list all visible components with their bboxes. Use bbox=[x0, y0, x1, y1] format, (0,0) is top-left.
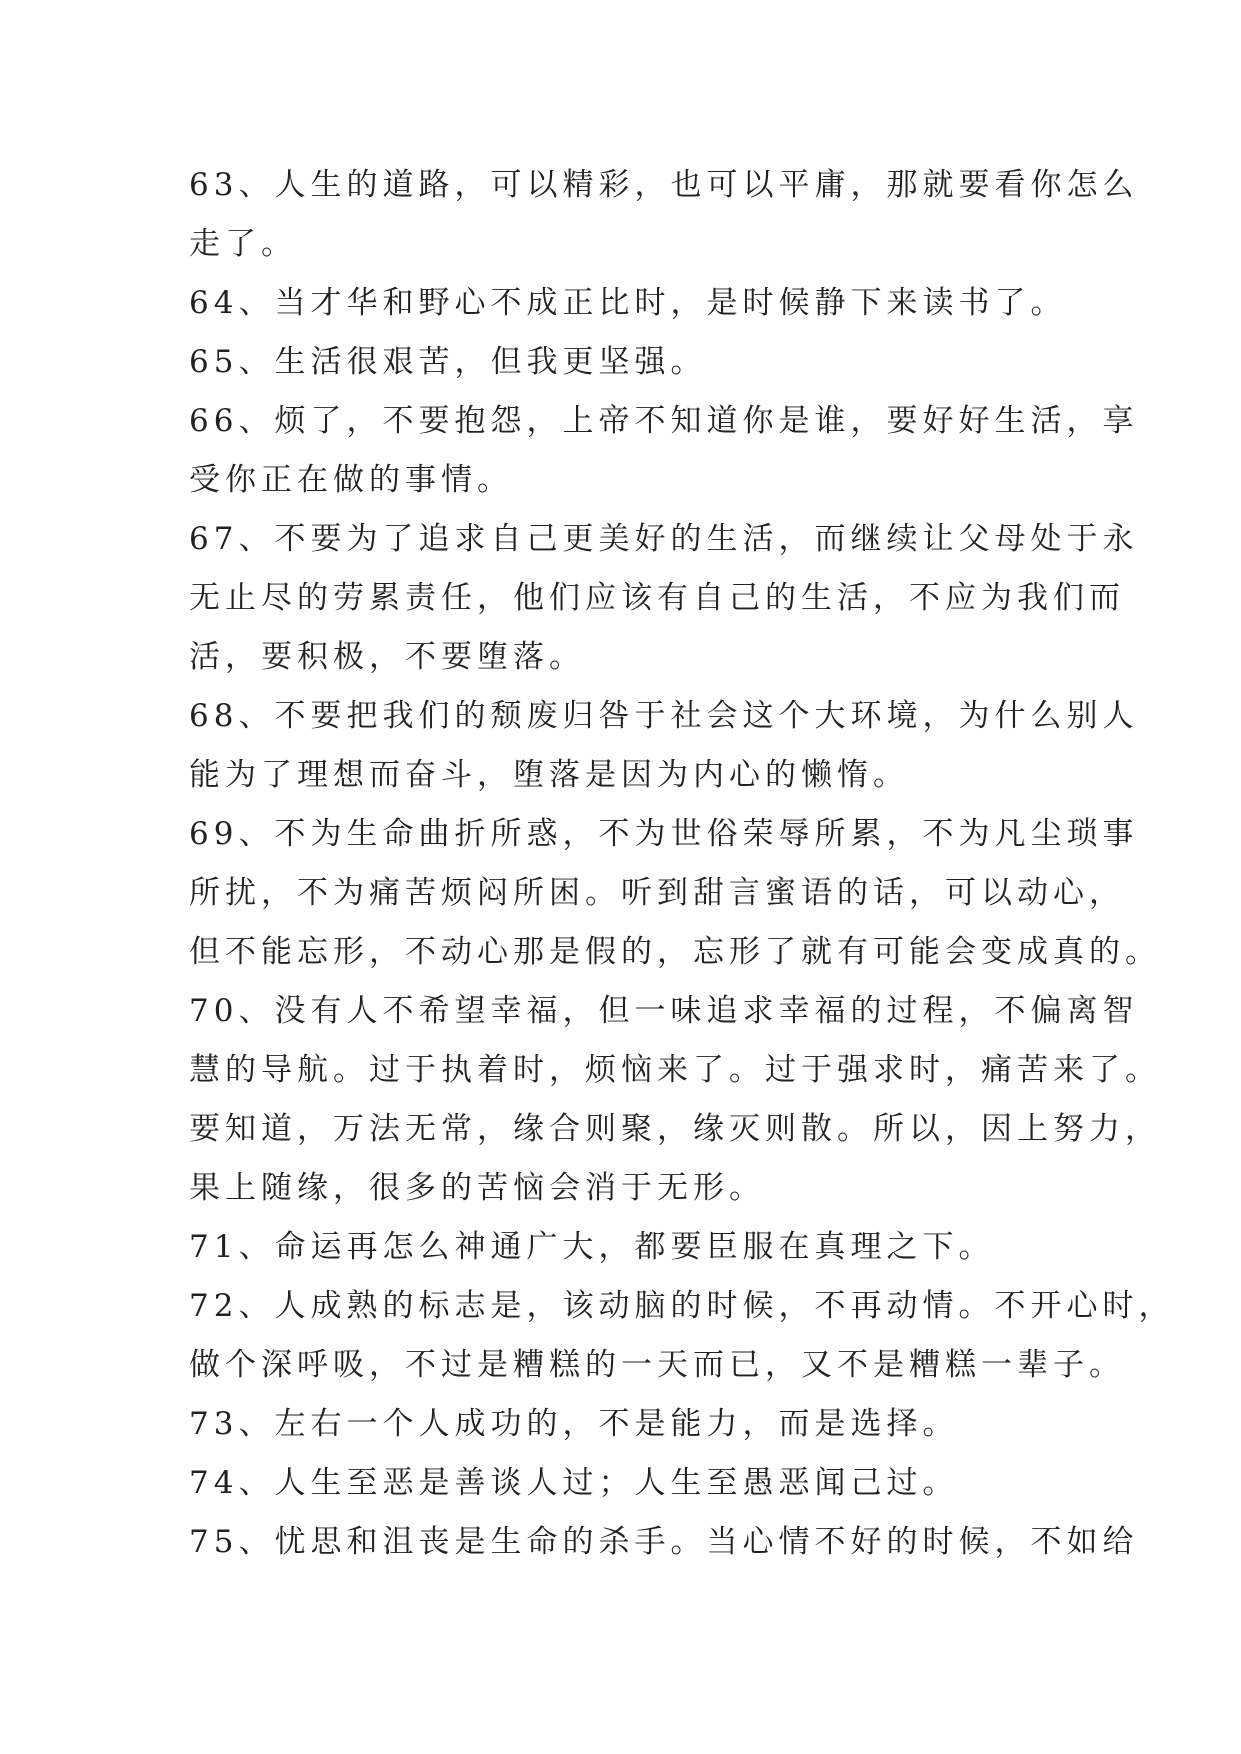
text-line: 65、生活很艰苦，但我更坚强。 bbox=[189, 344, 707, 380]
text-line: 能为了理想而奋斗，堕落是因为内心的懒惰。 bbox=[189, 757, 909, 793]
paragraph-64 bbox=[189, 274, 1069, 333]
text-line: 69、不为生命曲折所惑，不为世俗荣辱所累，不为凡尘琐事 bbox=[189, 816, 1139, 852]
text-line: 72、人成熟的标志是，该动脑的时候，不再动情。不开心时， bbox=[189, 1288, 1175, 1324]
text-line: 73、左右一个人成功的，不是能力，而是选择。 bbox=[189, 1406, 959, 1442]
text-line: 67、不要为了追求自己更美好的生活，而继续让父母处于永 bbox=[189, 521, 1139, 557]
text-line: 活，要积极，不要堕落。 bbox=[189, 639, 585, 675]
text-line: 要知道，万法无常，缘合则聚，缘灭则散。所以，因上努力， bbox=[189, 1111, 1161, 1147]
paragraph-71 bbox=[189, 1218, 1069, 1277]
paragraph-73 bbox=[189, 1395, 1069, 1454]
text-line: 63、人生的道路，可以精彩，也可以平庸，那就要看你怎么 bbox=[189, 167, 1139, 203]
text-line: 75、忧思和沮丧是生命的杀手。当心情不好的时候，不如给 bbox=[189, 1524, 1139, 1560]
paragraph-70 bbox=[189, 982, 1161, 1218]
text-line: 71、命运再怎么神通广大，都要臣服在真理之下。 bbox=[189, 1229, 995, 1265]
document-body bbox=[189, 156, 1175, 1572]
paragraph-74 bbox=[189, 1454, 1069, 1513]
paragraph-75 bbox=[189, 1513, 1139, 1572]
text-line: 所扰，不为痛苦烦闷所困。听到甜言蜜语的话，可以动心， bbox=[189, 875, 1125, 911]
paragraph-72 bbox=[189, 1277, 1175, 1395]
text-line: 果上随缘，很多的苦恼会消于无形。 bbox=[189, 1170, 765, 1206]
text-line: 68、不要把我们的颓废归咎于社会这个大环境，为什么别人 bbox=[189, 698, 1139, 734]
paragraph-67 bbox=[189, 510, 1139, 687]
text-line: 做个深呼吸，不过是糟糕的一天而已，又不是糟糕一辈子。 bbox=[189, 1347, 1125, 1383]
text-line: 无止尽的劳累责任，他们应该有自己的生活，不应为我们而 bbox=[189, 580, 1125, 616]
text-line: 74、人生至恶是善谈人过；人生至愚恶闻己过。 bbox=[189, 1465, 959, 1501]
text-line: 走了。 bbox=[189, 226, 297, 262]
text-line: 66、烦了，不要抱怨，上帝不知道你是谁，要好好生活，享 bbox=[189, 403, 1139, 439]
paragraph-65 bbox=[189, 333, 1069, 392]
paragraph-68 bbox=[189, 687, 1139, 805]
text-line: 慧的导航。过于执着时，烦恼来了。过于强求时，痛苦来了。 bbox=[189, 1052, 1161, 1088]
text-line: 但不能忘形，不动心那是假的，忘形了就有可能会变成真的。 bbox=[189, 934, 1161, 970]
paragraph-69 bbox=[189, 805, 1161, 982]
paragraph-63 bbox=[189, 156, 1139, 274]
paragraph-66 bbox=[189, 392, 1139, 510]
text-line: 70、没有人不希望幸福，但一味追求幸福的过程，不偏离智 bbox=[189, 993, 1139, 1029]
text-line: 64、当才华和野心不成正比时，是时候静下来读书了。 bbox=[189, 285, 1067, 321]
text-line: 受你正在做的事情。 bbox=[189, 462, 513, 498]
